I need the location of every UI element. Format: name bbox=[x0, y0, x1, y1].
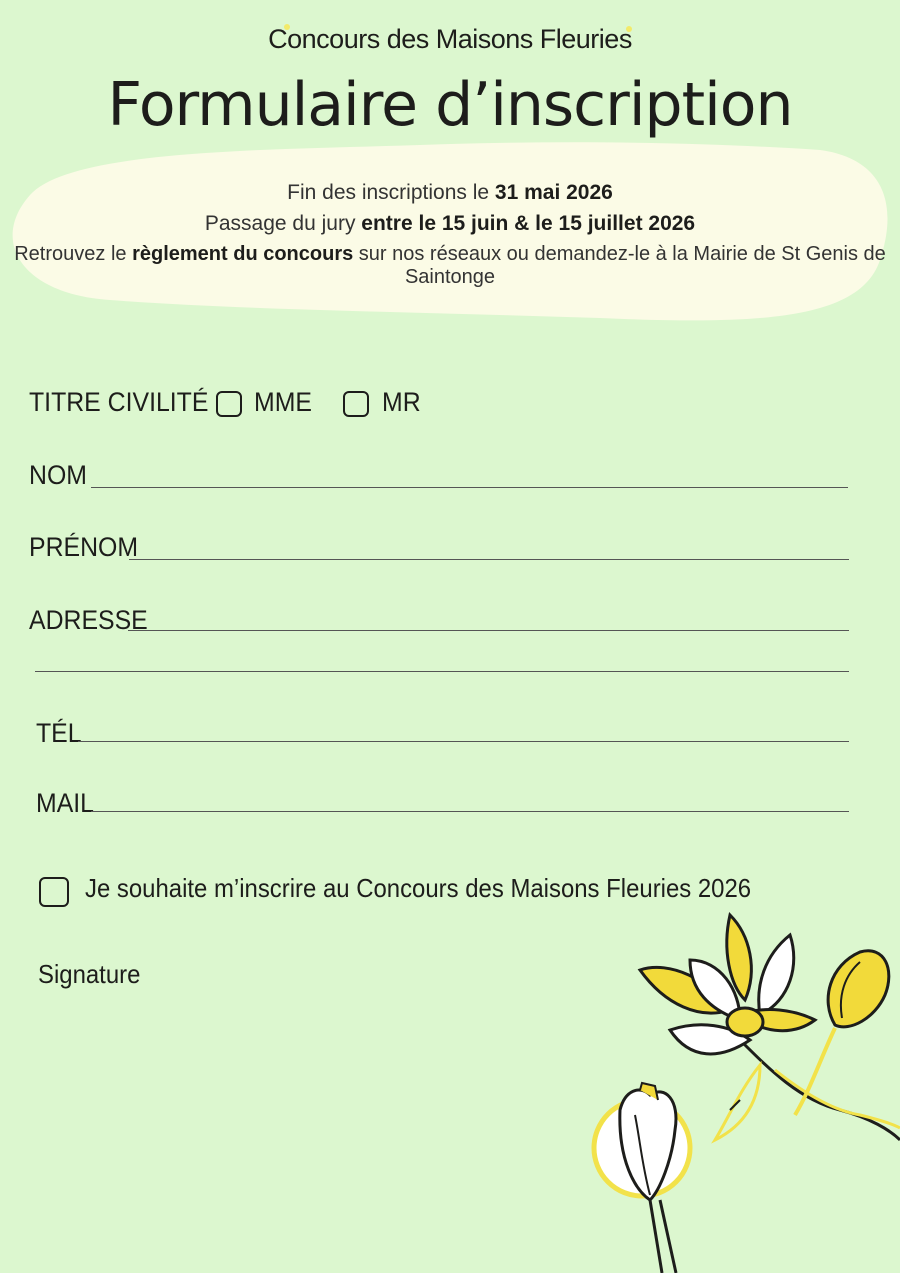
civility-label: TITRE CIVILITÉ bbox=[29, 387, 209, 417]
flower-illustration bbox=[580, 900, 900, 1273]
adresse-label: ADRESSE bbox=[29, 605, 148, 635]
deadline-line: Fin des inscriptions le 31 mai 2026 bbox=[287, 181, 613, 204]
mail-field[interactable] bbox=[91, 811, 849, 812]
mr-checkbox[interactable] bbox=[343, 391, 369, 417]
nom-label: NOM bbox=[29, 460, 87, 490]
mail-label: MAIL bbox=[36, 788, 94, 818]
jury-dates-line: Passage du jury entre le 15 juin & le 15 juillet 2026 bbox=[204, 212, 696, 235]
tel-label: TÉL bbox=[36, 718, 82, 748]
rules-line: Retrouvez le règlement du concours sur nos réseaux ou demandez-le à la Mairie de St Genis de Saintonge bbox=[14, 243, 886, 288]
contest-name: Concours des Maisons Fleuries bbox=[268, 24, 632, 54]
signature-label: Signature bbox=[38, 959, 141, 989]
prenom-label: PRÉNOM bbox=[29, 532, 139, 562]
mme-checkbox[interactable] bbox=[216, 391, 242, 417]
nom-field[interactable] bbox=[91, 487, 848, 488]
mme-label: MME bbox=[254, 387, 312, 417]
tel-field[interactable] bbox=[78, 741, 849, 742]
adresse-field[interactable] bbox=[128, 630, 849, 631]
adresse-field-line-2[interactable] bbox=[35, 671, 849, 672]
page-title: Formulaire d’inscription bbox=[107, 70, 793, 140]
consent-label: Je souhaite m’inscrire au Concours des Maisons Fleuries 2026 bbox=[85, 873, 752, 903]
mr-label: MR bbox=[382, 387, 421, 417]
prenom-field[interactable] bbox=[129, 559, 849, 560]
consent-checkbox[interactable] bbox=[39, 877, 69, 907]
